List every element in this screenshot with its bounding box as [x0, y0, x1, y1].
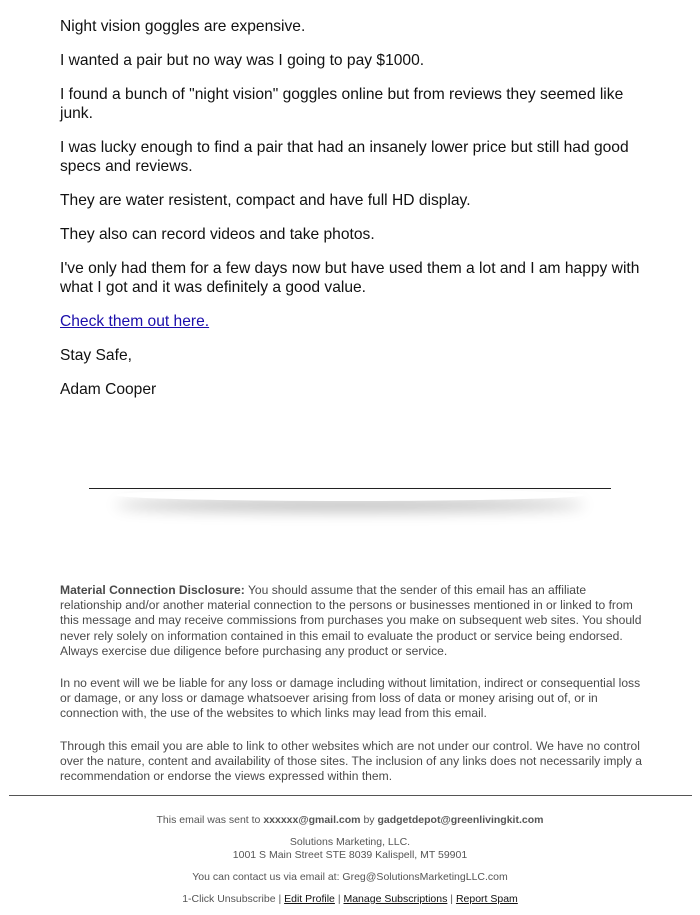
- contact-line: You can contact us via email at: Greg@SolutionsMarketingLLC.com: [192, 871, 508, 883]
- body-paragraph: I wanted a pair but no way was I going to pay $1000.: [60, 52, 425, 69]
- email-body: [60, 17, 660, 414]
- footer-links: [0, 893, 700, 906]
- divider-shadow: [115, 489, 585, 501]
- product-link[interactable]: Check them out here.: [60, 313, 210, 330]
- signature: Adam Cooper: [60, 381, 157, 398]
- body-paragraph: They are water resistent, compact and have full HD display.: [60, 192, 471, 209]
- edit-profile-link[interactable]: Edit Profile: [284, 893, 335, 905]
- separator: |: [447, 893, 456, 905]
- sent-to-line: [0, 814, 700, 827]
- disclosure-title: Material Connection Disclosure:: [60, 583, 245, 597]
- manage-subscriptions-link[interactable]: Manage Subscriptions: [343, 893, 448, 905]
- disclosure-section: [60, 583, 645, 801]
- product-link-paragraph: [60, 312, 660, 331]
- footer-divider: [9, 795, 692, 796]
- email-footer: [0, 814, 700, 915]
- external-links-paragraph: Through this email you are able to link to other websites which are not under our control. We have no control over the nature, content and availability of those sites. The inclusion of any links does not necessarily imply a recommendation or endorse the views expressed within them.: [60, 738, 642, 784]
- report-spam-link[interactable]: Report Spam: [455, 893, 518, 905]
- decorative-divider: [89, 488, 611, 518]
- company-block: [0, 836, 700, 862]
- disclosure-paragraph: [60, 583, 645, 659]
- body-paragraph: Night vision goggles are expensive.: [60, 18, 306, 35]
- body-paragraph: I found a bunch of "night vision" goggles online but from reviews they seemed like junk.: [60, 86, 624, 122]
- separator: |: [275, 893, 285, 905]
- disclosure-text: You should assume that the sender of this email has an affiliate relationship and/or another material connection to the persons or businesses mentioned in or linked to from this message and may receive commissions from purchases you make on subsequent web sites. You should never rely solely on information contained in this email to evaluate the product or service being endorsed. Always exercise due diligence before purchasing any product or service.: [60, 583, 642, 658]
- closing: Stay Safe,: [60, 347, 132, 364]
- company-name: Solutions Marketing, LLC.: [289, 836, 411, 848]
- separator: |: [334, 893, 344, 905]
- body-paragraph: They also can record videos and take photos.: [60, 226, 375, 243]
- body-paragraph: I was lucky enough to find a pair that had an insanely lower price but still had good specs and reviews.: [60, 139, 629, 175]
- recipient-email: xxxxxx@gmail.com: [263, 814, 361, 826]
- liability-paragraph: In no event will we be liable for any loss or damage including without limitation, indirect or consequential loss or damage, or any loss or damage whatsoever arising from loss of data or money arising out of, or in connection with, the use of the websites to which links may lead from this email.: [60, 676, 641, 721]
- sent-prefix: This email was sent to: [156, 814, 264, 826]
- body-paragraph: I've only had them for a few days now but have used them a lot and I am happy with what I got and it was definitely a good value.: [60, 260, 640, 296]
- unsubscribe-label: 1-Click Unsubscribe: [182, 893, 276, 905]
- company-address: 1001 S Main Street STE 8039 Kalispell, MT 59901: [232, 849, 468, 861]
- by-text: by: [360, 814, 378, 826]
- sender-email: gadgetdepot@greenlivingkit.com: [377, 814, 544, 826]
